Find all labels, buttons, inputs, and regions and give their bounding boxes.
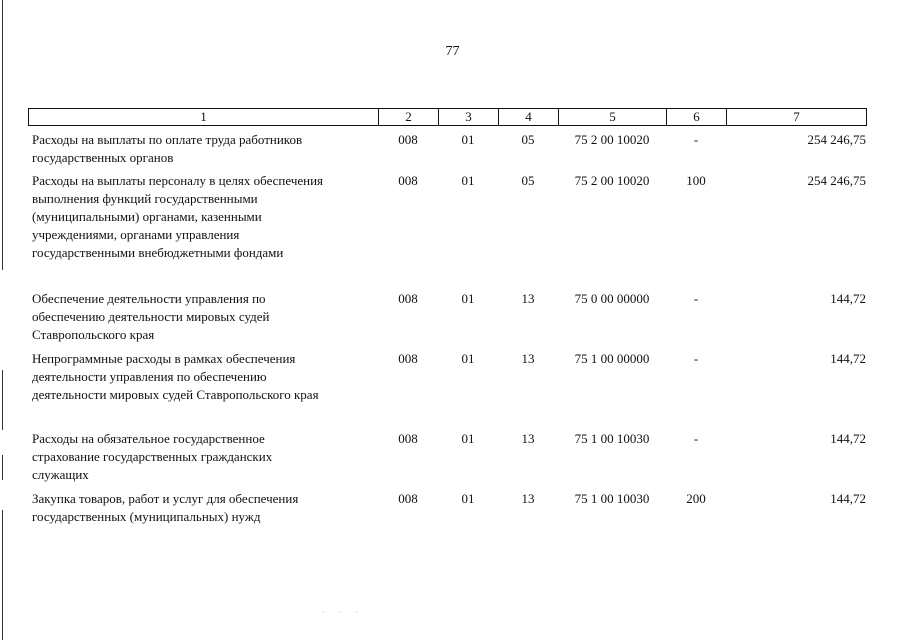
expense-type: 200	[686, 491, 706, 506]
subsection-code: 05	[521, 132, 535, 147]
scan-edge-line	[2, 370, 3, 430]
column-header: 7	[793, 109, 800, 124]
section-code: 01	[461, 351, 475, 366]
row-name-line: служащих	[32, 467, 89, 482]
column-header: 5	[559, 109, 667, 125]
subsection-code: 13	[521, 351, 535, 366]
subsection-code: 13	[521, 491, 535, 506]
row-name-line: государственными внебюджетными фондами	[32, 245, 284, 260]
row-name-line: Расходы на обязательное государственное	[32, 431, 265, 446]
scan-edge-line	[2, 455, 3, 480]
row-name	[32, 172, 382, 262]
row-name	[32, 290, 382, 344]
amount: 144,72	[830, 351, 866, 366]
expense-type: -	[693, 291, 699, 306]
section-code: 01	[461, 491, 475, 506]
row-name-line: Расходы на выплаты по оплате труда работников	[32, 132, 303, 147]
row-name-line: обеспечению деятельности мировых судей	[32, 309, 270, 324]
amount: 254 246,75	[807, 173, 866, 188]
target-article: 75 0 00 00000	[574, 291, 650, 306]
ministry-code: 008	[398, 491, 418, 506]
row-name-line: деятельности мировых судей Ставропольского края	[32, 387, 319, 402]
ministry-code: 008	[398, 291, 418, 306]
row-name-line: Обеспечение деятельности управления по	[32, 291, 266, 306]
subsection-code: 13	[521, 291, 535, 306]
scan-noise: · · ·	[322, 608, 364, 617]
column-header: 4	[499, 109, 559, 125]
section-code: 01	[461, 291, 475, 306]
target-article: 75 1 00 10030	[574, 491, 650, 506]
expense-type: -	[693, 431, 699, 446]
section-code: 01	[461, 173, 475, 188]
scan-edge-line	[2, 510, 3, 640]
target-article: 75 1 00 10030	[574, 431, 650, 446]
target-article: 75 2 00 10020	[574, 132, 650, 147]
subsection-code: 13	[521, 431, 535, 446]
row-name	[32, 430, 382, 484]
amount: 144,72	[830, 491, 866, 506]
column-header: 1	[29, 109, 379, 125]
row-name-line: Закупка товаров, работ и услуг для обеспечения	[32, 491, 299, 506]
column-header: 3	[439, 109, 499, 125]
row-name-line: страхование государственных гражданских	[32, 449, 273, 464]
row-name-line: (муниципальными) органами, казенными	[32, 209, 262, 224]
row-name-line: Ставропольского края	[32, 327, 155, 342]
row-name	[32, 131, 382, 167]
amount: 254 246,75	[807, 132, 866, 147]
expense-type: 100	[686, 173, 706, 188]
ministry-code: 008	[398, 132, 418, 147]
row-name-line: Расходы на выплаты персоналу в целях обеспечения	[32, 173, 324, 188]
section-code: 01	[461, 132, 475, 147]
page-number: 77	[445, 44, 460, 59]
expense-type: -	[693, 351, 699, 366]
column-header: 6	[667, 109, 727, 125]
scan-edge-line	[2, 0, 3, 270]
subsection-code: 05	[521, 173, 535, 188]
amount: 144,72	[830, 291, 866, 306]
amount: 144,72	[830, 431, 866, 446]
section-code: 01	[461, 431, 475, 446]
row-name-line: выполнения функций государственными	[32, 191, 258, 206]
row-name-line: учреждениями, органами управления	[32, 227, 240, 242]
row-name-line: государственных органов	[32, 150, 174, 165]
target-article: 75 2 00 10020	[574, 173, 650, 188]
row-name-line: Непрограммные расходы в рамках обеспечения	[32, 351, 296, 366]
row-name-line: государственных (муниципальных) нужд	[32, 509, 261, 524]
row-name	[32, 350, 382, 404]
ministry-code: 008	[398, 431, 418, 446]
ministry-code: 008	[398, 351, 418, 366]
row-name-line: деятельности управления по обеспечению	[32, 369, 267, 384]
column-header: 2	[379, 109, 439, 125]
target-article: 75 1 00 00000	[574, 351, 650, 366]
row-name	[32, 490, 382, 526]
expense-type: -	[693, 132, 699, 147]
ministry-code: 008	[398, 173, 418, 188]
table-header	[28, 108, 867, 126]
